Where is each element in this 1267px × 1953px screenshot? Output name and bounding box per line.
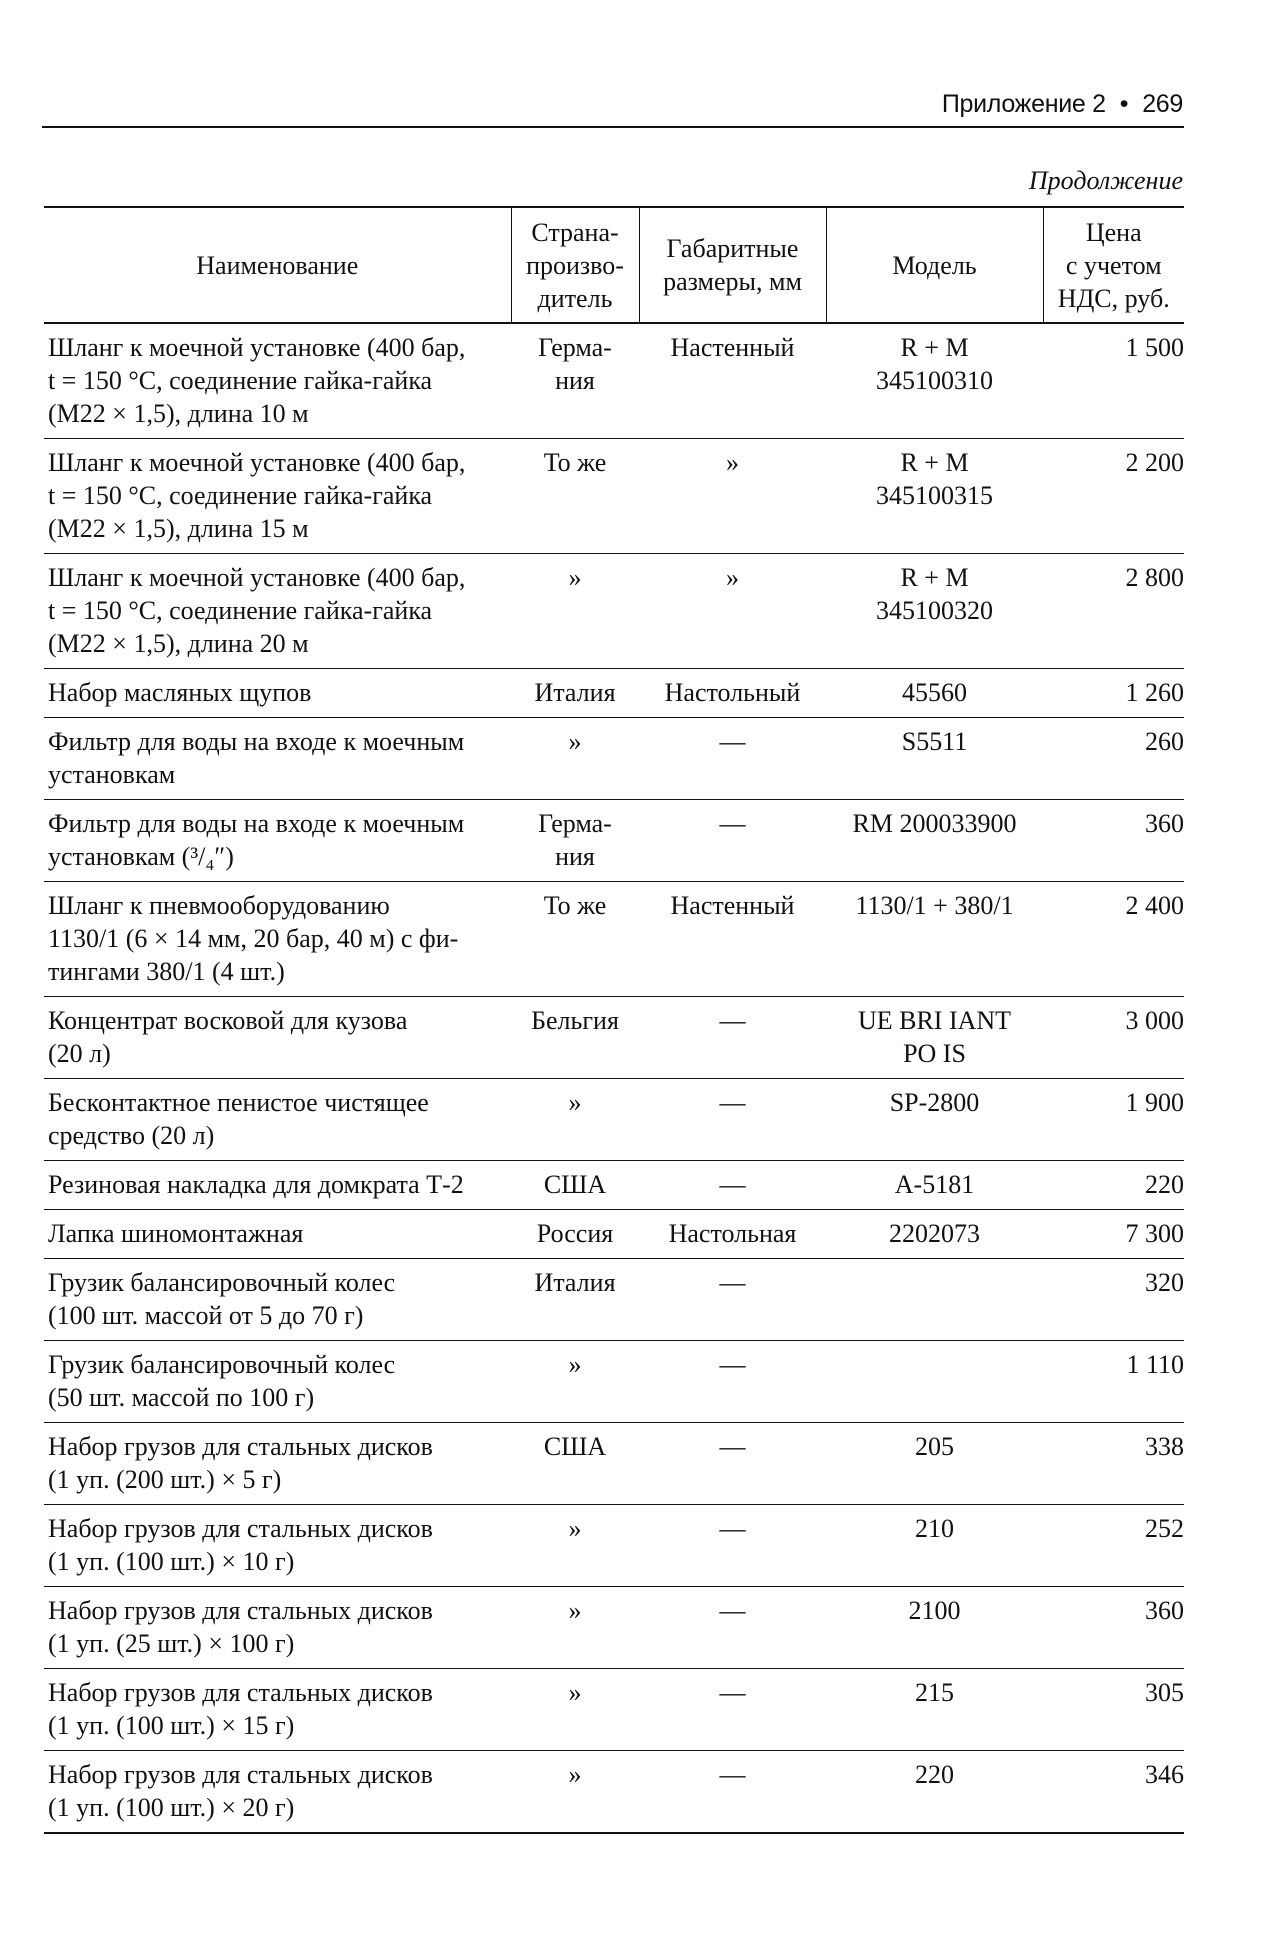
cell-model: UE BRI IANT PO IS: [826, 997, 1043, 1079]
cell-name: Фильтр для воды на входе к моечным установкам (³/₄″): [44, 800, 511, 882]
table-row: [44, 718, 1184, 800]
cell-name: Набор масляных щупов: [44, 669, 511, 718]
cell-model: 210: [826, 1505, 1043, 1587]
cell-price: 346: [1043, 1751, 1184, 1834]
cell-size: »: [639, 554, 826, 669]
cell-country: »: [511, 554, 639, 669]
cell-price: 260: [1043, 718, 1184, 800]
table-row: [44, 1587, 1184, 1669]
table-row: [44, 997, 1184, 1079]
cell-name: Шланг к моечной установке (400 бар, t = 150 °С, соединение гайка-гайка (М22 × 1,5), длина 10 м: [44, 323, 511, 439]
section-title: Приложение 2: [941, 90, 1106, 118]
cell-country: »: [511, 1751, 639, 1834]
cell-model: RM 200033900: [826, 800, 1043, 882]
header-size: Габаритные размеры, мм: [639, 207, 826, 323]
cell-country: »: [511, 718, 639, 800]
table-row: [44, 439, 1184, 554]
table-row: [44, 882, 1184, 997]
cell-name: Шланг к моечной установке (400 бар, t = 150 °С, соединение гайка-гайка (М22 × 1,5), длина 15 м: [44, 439, 511, 554]
table-row: [44, 1505, 1184, 1587]
cell-country: То же: [511, 882, 639, 997]
cell-name: Резиновая накладка для домкрата Т-2: [44, 1161, 511, 1210]
cell-name: Шланг к моечной установке (400 бар, t = 150 °С, соединение гайка-гайка (М22 × 1,5), длина 20 м: [44, 554, 511, 669]
cell-price: 1 110: [1043, 1341, 1184, 1423]
table-row: [44, 1259, 1184, 1341]
header-model: Модель: [826, 207, 1043, 323]
cell-price: 1 500: [1043, 323, 1184, 439]
cell-size: —: [639, 1423, 826, 1505]
cell-size: —: [639, 1079, 826, 1161]
cell-name: Набор грузов для стальных дисков (1 уп. (25 шт.) × 100 г): [44, 1587, 511, 1669]
cell-name: Набор грузов для стальных дисков (1 уп. (200 шт.) × 5 г): [44, 1423, 511, 1505]
cell-model: 1130/1 + 380/1: [826, 882, 1043, 997]
cell-model: 45560: [826, 669, 1043, 718]
bullet-separator: •: [1119, 90, 1129, 118]
cell-price: 2 200: [1043, 439, 1184, 554]
cell-size: —: [639, 1341, 826, 1423]
cell-country: »: [511, 1587, 639, 1669]
cell-size: Настольный: [639, 669, 826, 718]
table-row: [44, 1161, 1184, 1210]
table-row: [44, 669, 1184, 718]
cell-size: —: [639, 1587, 826, 1669]
cell-model: [826, 1341, 1043, 1423]
cell-model: A-5181: [826, 1161, 1043, 1210]
cell-country: »: [511, 1341, 639, 1423]
table-row: [44, 1341, 1184, 1423]
header-country: Страна- произво- дитель: [511, 207, 639, 323]
cell-model: [826, 1259, 1043, 1341]
cell-size: Настольная: [639, 1210, 826, 1259]
cell-price: 1 900: [1043, 1079, 1184, 1161]
cell-name: Набор грузов для стальных дисков (1 уп. (100 шт.) × 10 г): [44, 1505, 511, 1587]
cell-size: »: [639, 439, 826, 554]
cell-price: 3 000: [1043, 997, 1184, 1079]
cell-size: —: [639, 997, 826, 1079]
running-head: [942, 90, 1183, 119]
table-row: [44, 1079, 1184, 1161]
cell-name: Набор грузов для стальных дисков (1 уп. (100 шт.) × 20 г): [44, 1751, 511, 1834]
header-row: [44, 207, 1184, 323]
cell-size: —: [639, 1259, 826, 1341]
table-row: [44, 1423, 1184, 1505]
cell-price: 360: [1043, 800, 1184, 882]
table-row: [44, 800, 1184, 882]
cell-price: 2 800: [1043, 554, 1184, 669]
header-price: Цена с учетом НДС, руб.: [1043, 207, 1184, 323]
header-rule: [42, 126, 1184, 128]
cell-size: —: [639, 1505, 826, 1587]
cell-name: Грузик балансировочный колес (100 шт. массой от 5 до 70 г): [44, 1259, 511, 1341]
cell-name: Набор грузов для стальных дисков (1 уп. (100 шт.) × 15 г): [44, 1669, 511, 1751]
cell-size: Настенный: [639, 323, 826, 439]
table-row: [44, 323, 1184, 439]
cell-price: 2 400: [1043, 882, 1184, 997]
table-header: [44, 207, 1184, 323]
table-row: [44, 1751, 1184, 1834]
cell-model: SP-2800: [826, 1079, 1043, 1161]
cell-size: Настенный: [639, 882, 826, 997]
cell-model: 220: [826, 1751, 1043, 1834]
cell-model: R + M 345100315: [826, 439, 1043, 554]
cell-model: S5511: [826, 718, 1043, 800]
cell-country: США: [511, 1423, 639, 1505]
cell-price: 7 300: [1043, 1210, 1184, 1259]
cell-name: Фильтр для воды на входе к моечным установкам: [44, 718, 511, 800]
cell-name: Бесконтактное пенистое чистящее средство (20 л): [44, 1079, 511, 1161]
cell-price: 305: [1043, 1669, 1184, 1751]
cell-country: Россия: [511, 1210, 639, 1259]
cell-country: »: [511, 1079, 639, 1161]
cell-model: R + M 345100310: [826, 323, 1043, 439]
cell-price: 338: [1043, 1423, 1184, 1505]
cell-model: 2100: [826, 1587, 1043, 1669]
cell-price: 252: [1043, 1505, 1184, 1587]
cell-country: Бельгия: [511, 997, 639, 1079]
cell-size: —: [639, 1161, 826, 1210]
cell-country: Италия: [511, 1259, 639, 1341]
cell-country: То же: [511, 439, 639, 554]
cell-price: 320: [1043, 1259, 1184, 1341]
header-name: Наименование: [44, 207, 511, 323]
price-table: [44, 206, 1184, 1834]
cell-model: R + M 345100320: [826, 554, 1043, 669]
cell-size: —: [639, 800, 826, 882]
cell-country: »: [511, 1669, 639, 1751]
table-row: [44, 554, 1184, 669]
cell-name: Шланг к пневмооборудованию 1130/1 (6 × 14 мм, 20 бар, 40 м) с фи- тингами 380/1 (4 шт.): [44, 882, 511, 997]
cell-country: Италия: [511, 669, 639, 718]
cell-model: 215: [826, 1669, 1043, 1751]
cell-price: 1 260: [1043, 669, 1184, 718]
cell-size: —: [639, 1669, 826, 1751]
table-row: [44, 1210, 1184, 1259]
cell-country: Герма- ния: [511, 800, 639, 882]
cell-size: —: [639, 1751, 826, 1834]
cell-name: Грузик балансировочный колес (50 шт. массой по 100 г): [44, 1341, 511, 1423]
continuation-label: Продолжение: [1028, 166, 1183, 195]
cell-price: 220: [1043, 1161, 1184, 1210]
cell-size: —: [639, 718, 826, 800]
cell-model: 205: [826, 1423, 1043, 1505]
page-number: 269: [1142, 90, 1183, 118]
cell-country: США: [511, 1161, 639, 1210]
cell-name: Лапка шиномонтажная: [44, 1210, 511, 1259]
cell-name: Концентрат восковой для кузова (20 л): [44, 997, 511, 1079]
cell-country: »: [511, 1505, 639, 1587]
cell-country: Герма- ния: [511, 323, 639, 439]
cell-model: 2202073: [826, 1210, 1043, 1259]
cell-price: 360: [1043, 1587, 1184, 1669]
table-body: [44, 323, 1184, 1833]
table-row: [44, 1669, 1184, 1751]
